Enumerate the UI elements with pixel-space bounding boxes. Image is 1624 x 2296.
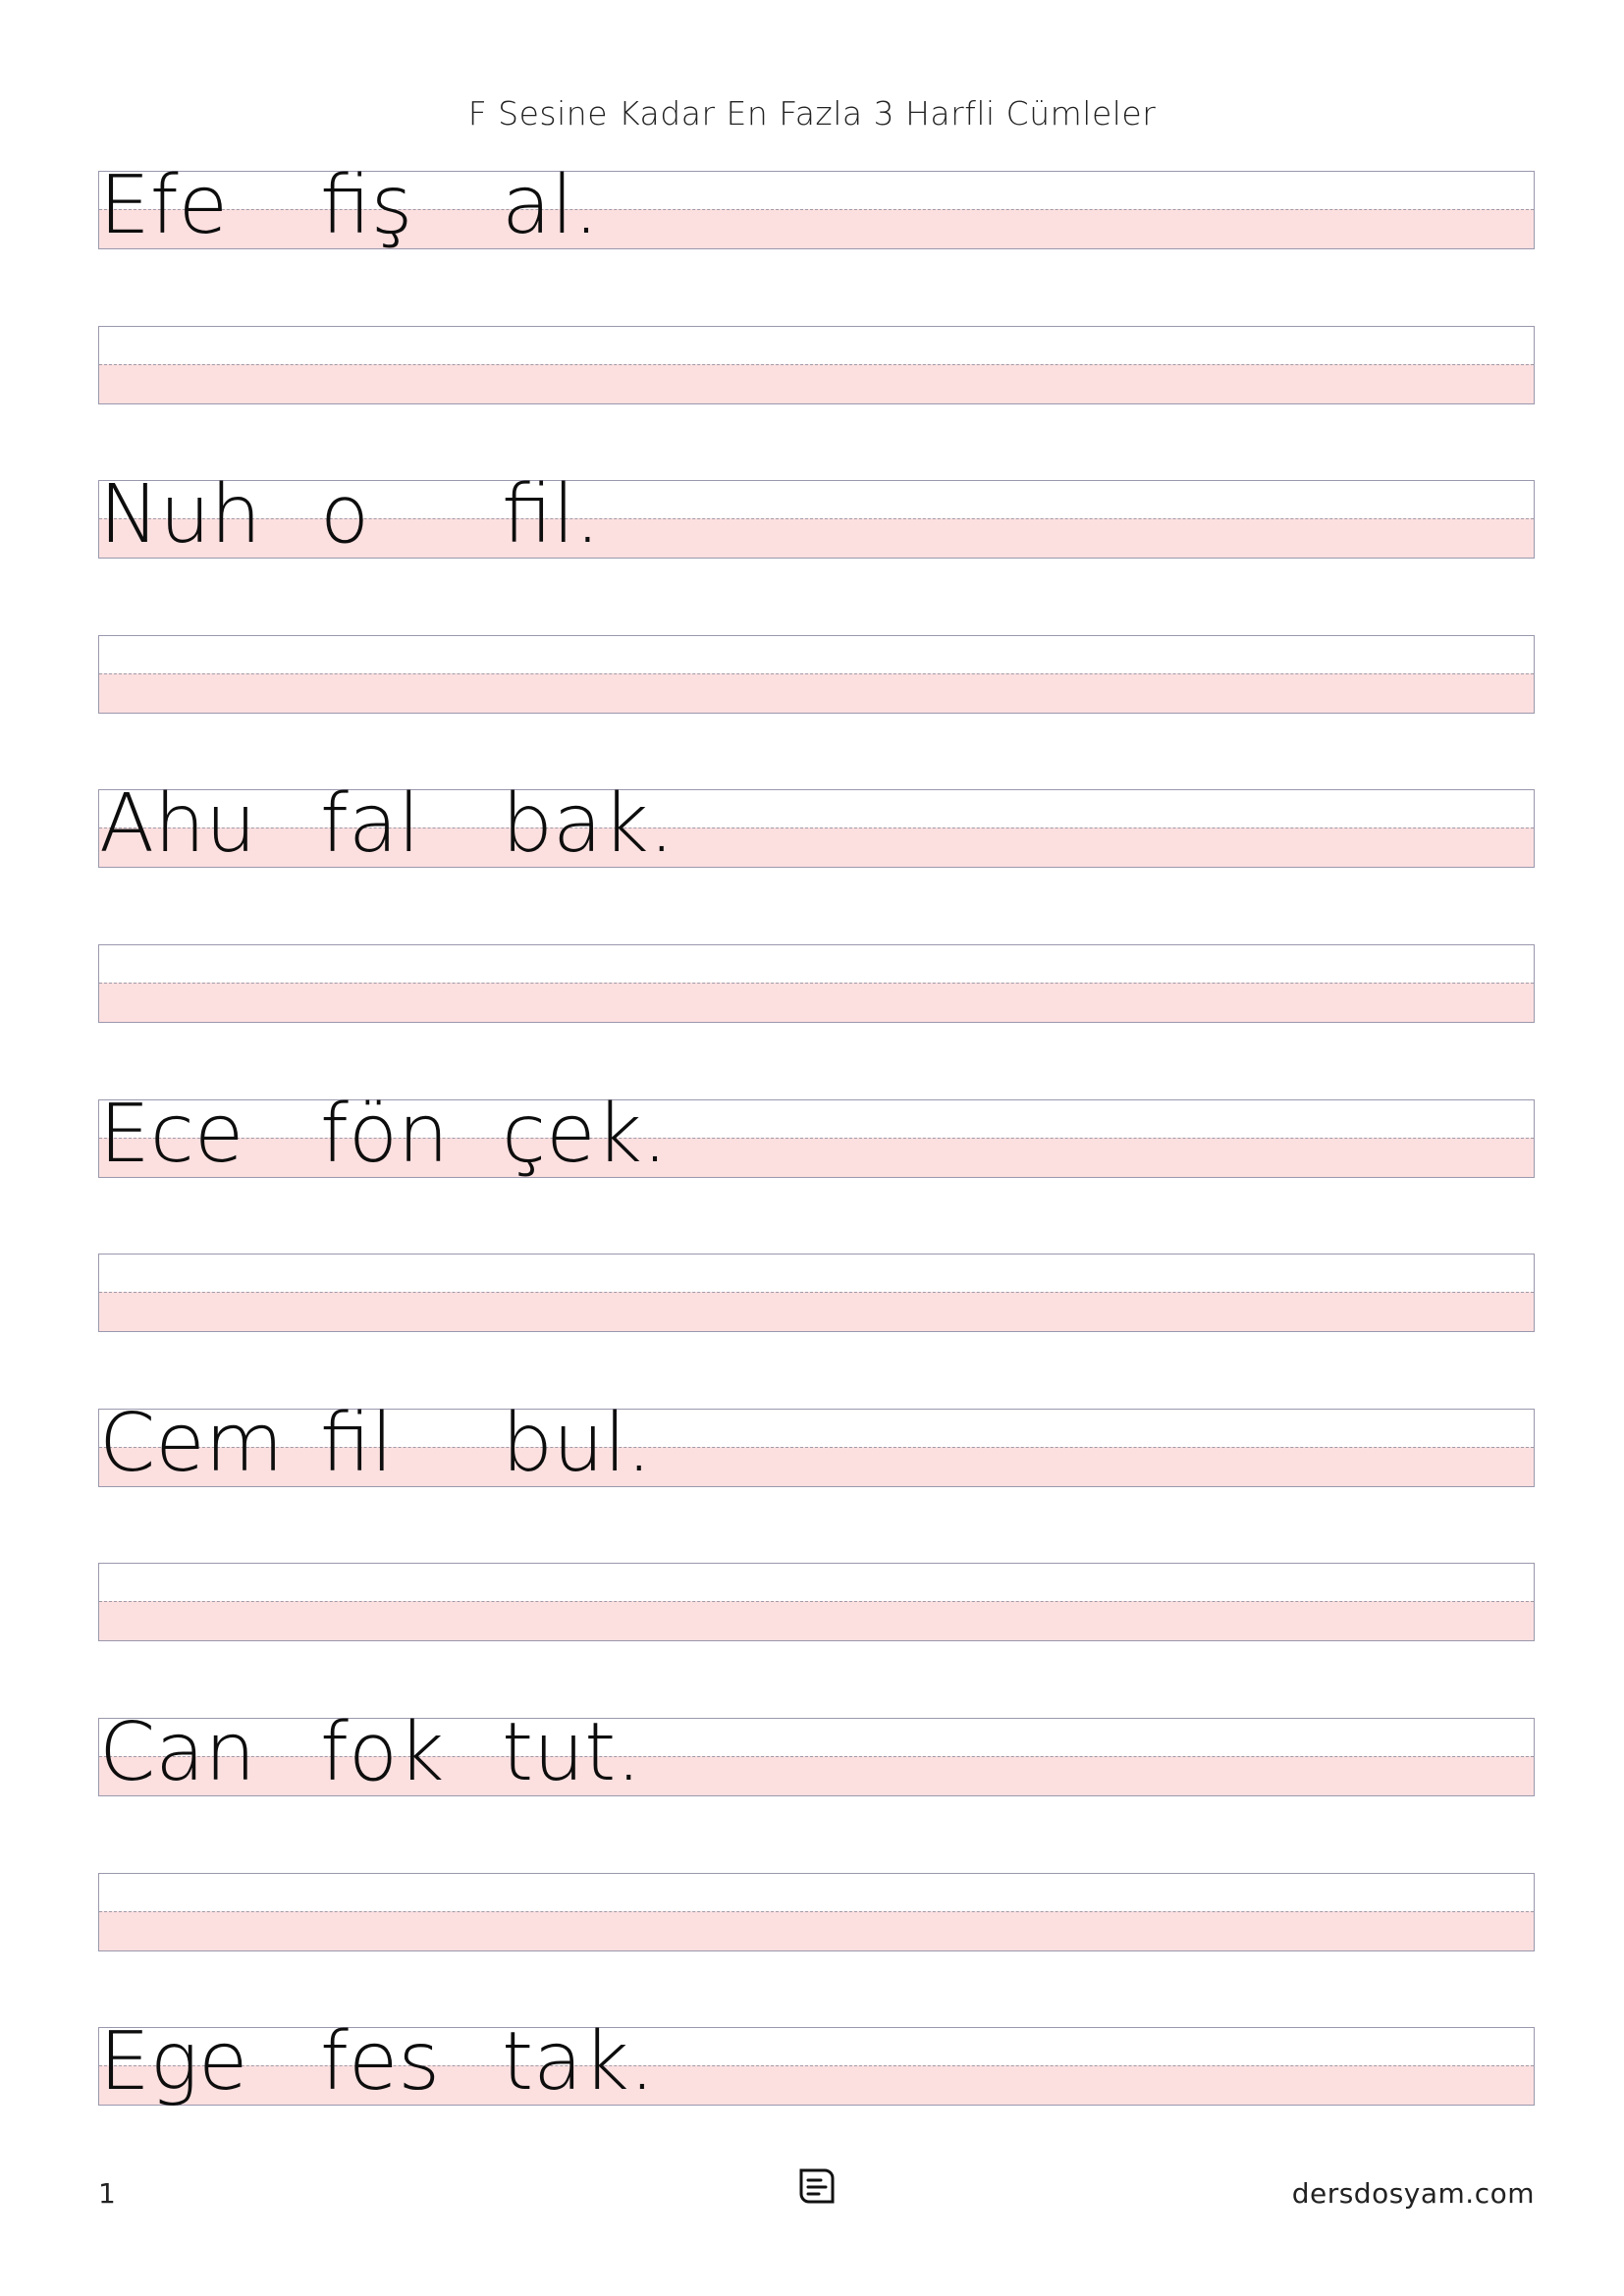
sentence-word: Can: [99, 1706, 256, 1799]
sentence-word: bul.: [502, 1397, 652, 1490]
sentence-words: [99, 468, 1534, 561]
sentence-words: [99, 327, 1534, 405]
sentence-words: [99, 636, 1534, 715]
sentence-line: [98, 1397, 1535, 1490]
sentence-word: Nuh: [99, 468, 262, 561]
sentence-words: [99, 1564, 1534, 1642]
sentence-word: fiş: [320, 159, 413, 252]
sentence-word: fal: [320, 777, 420, 871]
sentence-words: [99, 1397, 1534, 1490]
sentence-word: o: [320, 468, 370, 561]
sentence-line: [98, 777, 1535, 871]
sentence-word: Ahu: [99, 777, 257, 871]
document-logo-icon: [795, 2164, 839, 2208]
page-title: F Sesine Kadar En Fazla 3 Harfli Cümleler: [467, 94, 1157, 133]
sentence-words: [99, 1874, 1534, 1952]
sentence-word: Efe: [99, 159, 229, 252]
sentence-words: [99, 945, 1534, 1024]
sentence-line: [98, 1706, 1535, 1799]
sentence-line: [98, 2015, 1535, 2109]
practice-line: [98, 1563, 1535, 1641]
practice-line: [98, 326, 1535, 404]
practice-line: [98, 1254, 1535, 1332]
sentence-words: [99, 777, 1534, 871]
sentence-word: fes: [320, 2015, 441, 2109]
sentence-word: Ege: [99, 2015, 248, 2109]
sentence-word: Cem: [99, 1397, 284, 1490]
sentence-word: al.: [502, 159, 600, 252]
sentence-line: [98, 1088, 1535, 1181]
sentence-word: tak.: [502, 2015, 655, 2109]
sentence-words: [99, 1088, 1534, 1181]
sentence-word: bak.: [502, 777, 675, 871]
sentence-words: [99, 159, 1534, 252]
practice-line: [98, 635, 1535, 714]
sentence-word: fil: [320, 1397, 394, 1490]
sentence-line: [98, 468, 1535, 561]
sentence-word: Ece: [99, 1088, 244, 1181]
sentence-line: [98, 159, 1535, 252]
sentence-word: fön: [320, 1088, 450, 1181]
sentence-words: [99, 1255, 1534, 1333]
sentence-word: fok: [320, 1706, 445, 1799]
sentence-words: [99, 1706, 1534, 1799]
sentence-word: fil.: [502, 468, 601, 561]
sentence-words: [99, 2015, 1534, 2109]
sentence-word: tut.: [502, 1706, 642, 1799]
page-number: 1: [98, 2177, 116, 2210]
practice-line: [98, 1873, 1535, 1951]
sentence-word: çek.: [502, 1088, 669, 1181]
site-url: dersdosyam.com: [1291, 2177, 1535, 2210]
practice-line: [98, 944, 1535, 1023]
